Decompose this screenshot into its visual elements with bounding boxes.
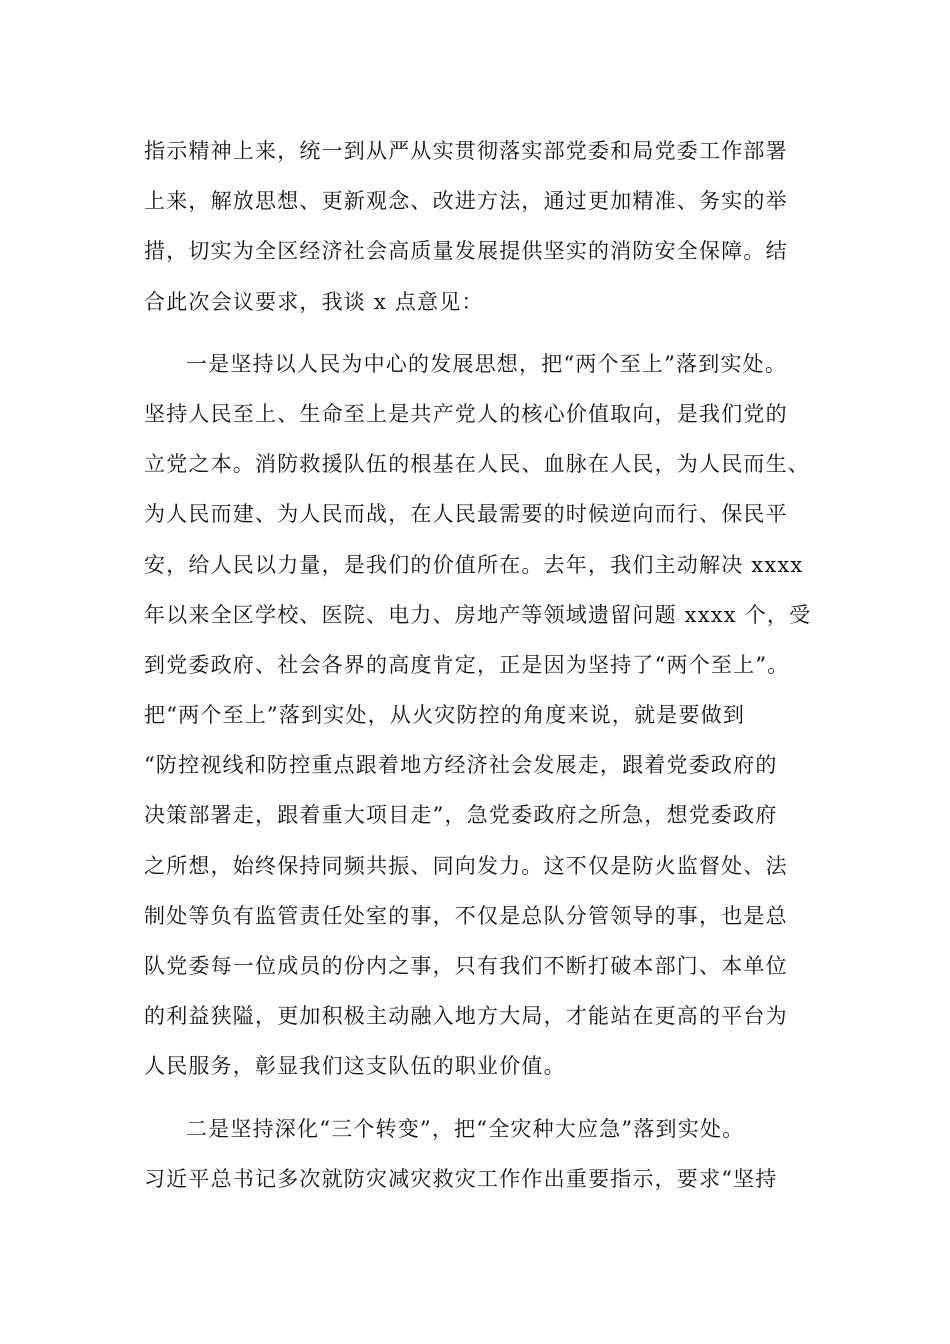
text-line: 安，给人民以力量，是我们的价值所在。去年，我们主动解决 xxxx — [144, 552, 804, 577]
text-line: 合此次会议要求，我谈 x 点意见： — [144, 289, 484, 314]
text-line: 决策部署走，跟着重大项目走”，急党委政府之所急，想党委政府 — [144, 803, 778, 828]
text-line: “防控视线和防控重点跟着地方经济社会发展走，跟着党委政府的 — [144, 753, 778, 778]
text-line: 之所想，始终保持同频共振、同向发力。这不仅是防火监督处、法 — [144, 853, 788, 878]
text-line: 坚持人民至上、生命至上是共产党人的核心价值取向，是我们党的 — [144, 401, 788, 426]
text-line: 人民服务，彰显我们这支队伍的职业价值。 — [144, 1054, 566, 1079]
paragraph-gap — [144, 1092, 814, 1104]
text-line: 习近平总书记多次就防灾减灾救灾工作作出重要指示，要求“坚持 — [144, 1166, 778, 1191]
paragraph-intro — [144, 126, 814, 327]
text-line: 措，切实为全区经济社会高质量发展提供坚实的消防安全保障。结 — [144, 239, 788, 264]
document-body — [144, 126, 814, 1204]
text-line: 制处等负有监管责任处室的事，不仅是总队分管领导的事，也是总 — [144, 903, 788, 928]
text-line: 立党之本。消防救援队伍的根基在人民、血脉在人民，为人民而生、 — [144, 452, 810, 477]
text-line: 上来，解放思想、更新观念、改进方法，通过更加精准、务实的举 — [144, 189, 788, 214]
paragraph-point-two — [144, 1104, 814, 1204]
point-one-heading: 一是坚持以人民为中心的发展思想，把“两个至上”落到实处。 — [186, 351, 788, 376]
paragraph-gap — [144, 327, 814, 339]
point-two-heading: 二是坚持深化“三个转变”，把“全灾种大应急”落到实处。 — [186, 1116, 745, 1141]
text-line: 到党委政府、社会各界的高度肯定，正是因为坚持了“两个至上”。 — [144, 652, 790, 677]
text-line: 把“两个至上”落到实处，从火灾防控的角度来说，就是要做到 — [144, 703, 746, 728]
text-line: 队党委每一位成员的份内之事，只有我们不断打破本部门、本单位 — [144, 954, 788, 978]
text-line: 年以来全区学校、医院、电力、房地产等领域遗留问题 xxxx 个，受 — [144, 602, 812, 627]
text-line: 为人民而建、为人民而战，在人民最需要的时候逆向而行、保民平 — [144, 502, 788, 527]
paragraph-point-one — [144, 339, 814, 1092]
text-line: 指示精神上来，统一到从严从实贯彻落实部党委和局党委工作部署 — [144, 139, 788, 163]
text-line: 的利益狭隘，更加积极主动融入地方大局，才能站在更高的平台为 — [144, 1004, 788, 1029]
